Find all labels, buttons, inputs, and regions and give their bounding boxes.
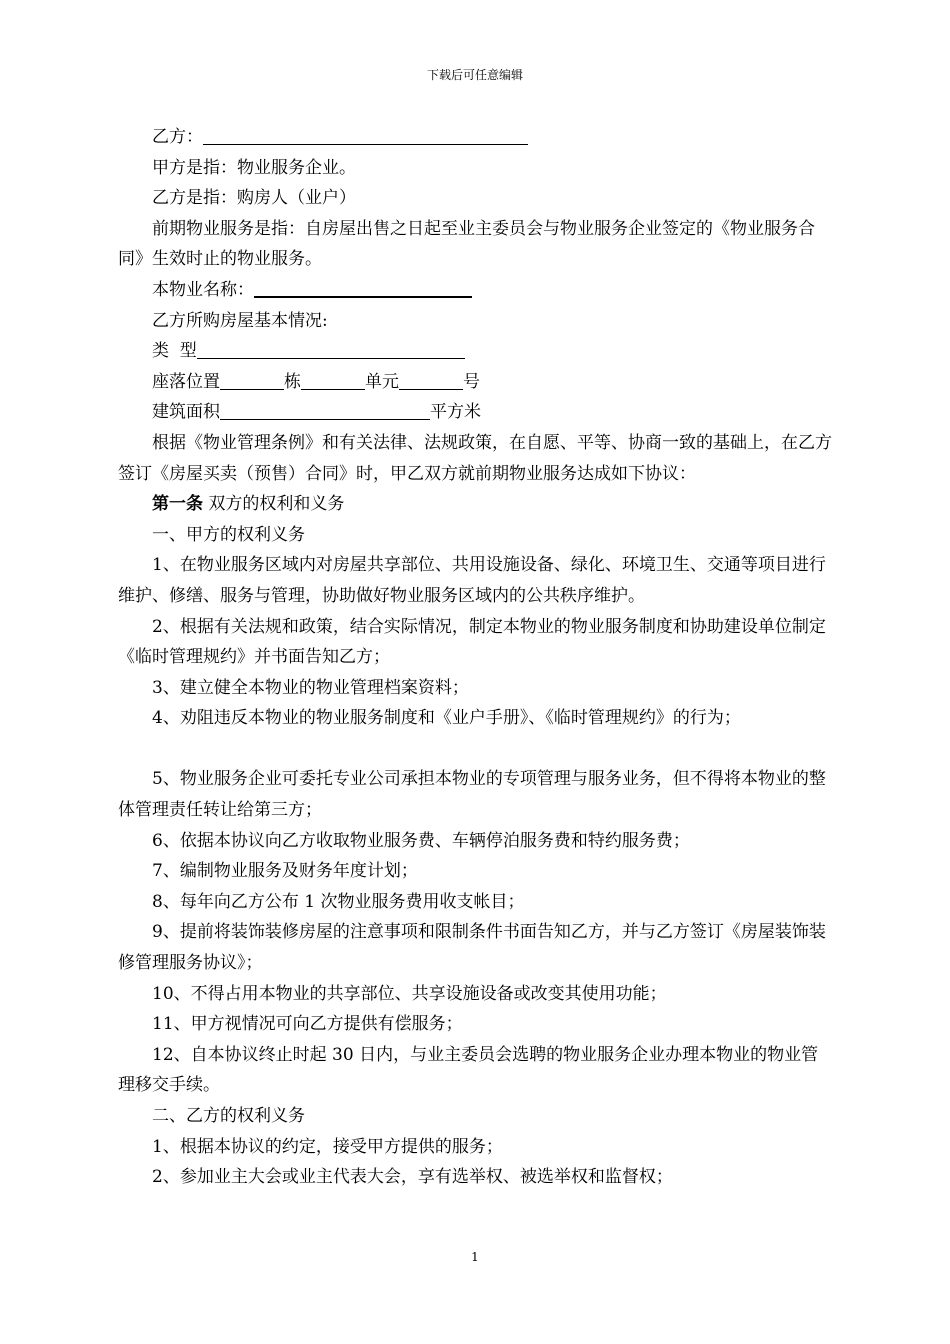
building-blank — [301, 372, 365, 390]
party-b-blank — [203, 127, 528, 145]
party-b-label: 乙方： — [152, 127, 203, 147]
party-b-item-2: 2、参加业主大会或业主代表大会，享有选举权、被选举权和监督权； — [152, 1167, 673, 1188]
section-2-heading: 二、乙方的权利义务 — [152, 1106, 305, 1126]
property-name-blank — [254, 279, 472, 298]
type-line — [118, 336, 833, 367]
article-1-heading — [118, 489, 833, 520]
party-a-item-8: 8、每年向乙方公布 1 次物业服务费用收支帐目； — [152, 891, 525, 912]
page-header: 下载后可任意编辑 — [426, 68, 523, 82]
party-a-item-9: 9、提前将装饰装修房屋的注意事项和限制条件书面告知乙方，并与乙方签订《房屋装饰装修管理服务协议》； — [118, 922, 826, 974]
party-b-line — [118, 122, 833, 153]
pre-service-definition: 前期物业服务是指：自房屋出售之日起至业主委员会与物业服务企业签定的《物业服务合同》生效时止的物业服务。 — [118, 218, 815, 270]
party-a-item-11: 11、甲方视情况可向乙方提供有偿服务； — [152, 1014, 463, 1035]
type-blank — [197, 341, 465, 359]
party-a-item-6: 6、依据本协议向乙方收取物业服务费、车辆停泊服务费和特约服务费； — [152, 830, 690, 851]
article-1-number: 第一条 — [152, 494, 203, 515]
blank-line — [118, 734, 833, 765]
area-blank — [220, 402, 430, 420]
type-label: 类 型 — [152, 341, 197, 362]
party-a-item-1: 1、在物业服务区域内对房屋共享部位、共用设施设备、绿化、环境卫生、交通等项目进行维护、修缮、服务与管理，协助做好物业服务区域内的公共秩序维护。 — [118, 555, 826, 606]
unit-label: 单元 — [365, 371, 399, 392]
party-a-item-7: 7、编制物业服务及财务年度计划； — [152, 861, 418, 882]
document-body — [118, 122, 833, 1193]
property-name-label: 本物业名称： — [152, 279, 254, 300]
party-b-item-1: 1、根据本协议的约定，接受甲方提供的服务； — [152, 1136, 503, 1157]
location-blank — [220, 372, 284, 390]
page-number: 1 — [471, 1250, 479, 1264]
party-a-item-4: 4、劝阻违反本物业的物业服务制度和《业户手册》、《临时管理规约》的行为； — [152, 708, 741, 729]
party-a-item-12: 12、自本协议终止时起 30 日内，与业主委员会选聘的物业服务企业办理本物业的物业管理移交手续。 — [118, 1044, 819, 1096]
article-1-title: 双方的权利和义务 — [203, 494, 345, 515]
party-a-item-3: 3、建立健全本物业的物业管理档案资料； — [152, 677, 469, 698]
location-label: 座落位置 — [152, 371, 220, 392]
section-1-heading: 一、甲方的权利义务 — [152, 524, 305, 545]
party-a-item-2: 2、根据有关法规和政策，结合实际情况，制定本物业的物业服务制度和协助建设单位制定《临时管理规约》并书面告知乙方； — [118, 616, 826, 668]
party-b-definition: 乙方是指：购房人（业户） — [152, 188, 356, 209]
house-info-label: 乙方所购房屋基本情况: — [152, 310, 328, 331]
party-a-item-5: 5、物业服务企业可委托专业公司承担本物业的专项管理与服务业务，但不得将本物业的整体管理责任转让给第三方； — [118, 769, 826, 821]
unit-blank — [399, 372, 463, 390]
area-unit: 平方米 — [430, 402, 481, 423]
basis-paragraph: 根据《物业管理条例》和有关法律、法规政策，在自愿、平等、协商一致的基础上，在乙方签订《房屋买卖（预售）合同》时，甲乙双方就前期物业服务达成如下协议： — [118, 432, 832, 484]
party-a-definition: 甲方是指：物业服务企业。 — [152, 157, 356, 178]
number-label: 号 — [463, 371, 480, 392]
party-a-item-10: 10、不得占用本物业的共享部位、共享设施设备或改变其使用功能； — [152, 983, 667, 1004]
building-label: 栋 — [284, 371, 301, 392]
area-label: 建筑面积 — [152, 402, 220, 423]
area-line — [118, 397, 833, 428]
location-line — [118, 367, 833, 398]
property-name-line — [118, 275, 833, 306]
